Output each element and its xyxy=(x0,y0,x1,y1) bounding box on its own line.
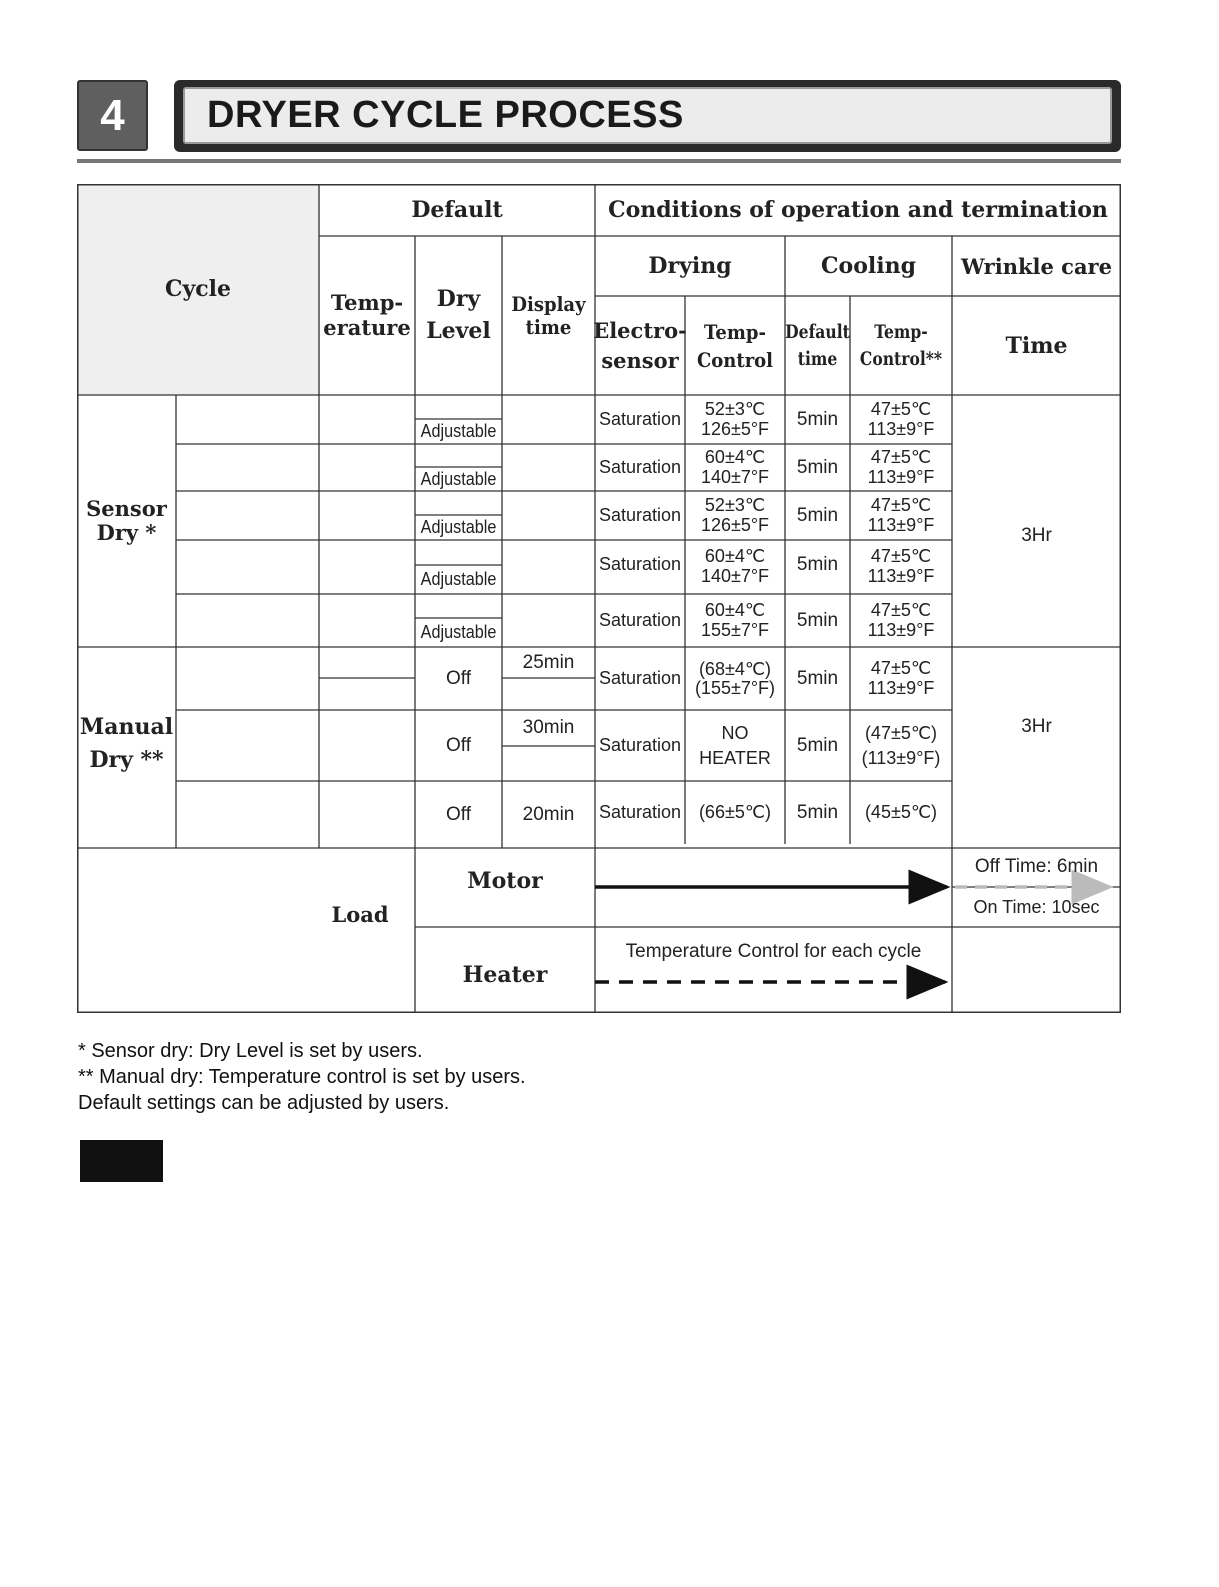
header-dry-level-line1: Dry xyxy=(436,285,481,312)
dryer-cycle-table xyxy=(77,184,1121,1013)
sensor-row-1-dry-level: Adjustable xyxy=(420,421,497,441)
title-bar xyxy=(174,80,1121,152)
manual-row-1-temp-c: (68±4℃) xyxy=(698,658,772,679)
header-dry-level xyxy=(415,236,502,395)
sensor-row-4-dry-level: Adjustable xyxy=(420,569,497,589)
sensor-row-4-temp-f: 140±7°F xyxy=(700,566,770,586)
sensor-row-1-temp-c: 52±3℃ xyxy=(704,398,766,419)
manual-row-3-cool-time: 5min xyxy=(796,801,839,823)
sensor-row-5-cool-temp-c: 47±5℃ xyxy=(870,599,932,620)
sensor-row-1-electro: Saturation xyxy=(598,409,682,429)
sensor-row-3-temp-c: 52±3℃ xyxy=(704,494,766,515)
sensor-row-5-temp-c: 60±4℃ xyxy=(704,599,766,620)
load-label: Load xyxy=(331,901,389,927)
manual-row-3-display: 20min xyxy=(522,803,575,825)
sensor-row-2-dry-level: Adjustable xyxy=(420,468,497,489)
sensor-row-1-temp-f: 126±5°F xyxy=(700,418,770,439)
manual-row-2-temp xyxy=(685,710,785,781)
sensor-row-5-cool-temp xyxy=(850,594,952,647)
sensor-wrinkle-time: 3Hr xyxy=(1021,525,1052,546)
manual-row-1-temp xyxy=(685,647,785,710)
header-display-time xyxy=(507,236,591,395)
heater-note: Temperature Control for each cycle xyxy=(625,941,922,962)
header-cycle: Cycle xyxy=(164,275,232,302)
page-title: DRYER CYCLE PROCESS xyxy=(207,94,684,136)
header-display-time-line1: Display xyxy=(511,291,586,316)
sensor-row-4-cool-temp-f: 113±9°F xyxy=(867,566,935,586)
sensor-row-3-cool-temp-c: 47±5℃ xyxy=(870,494,932,515)
sensor-row-3-temp xyxy=(685,491,785,540)
sensor-row-2-cool-temp-f: 113±9°F xyxy=(867,466,935,487)
header-temp-control-cooling xyxy=(859,296,943,395)
manual-row-2-temp-line1: NO xyxy=(721,723,749,744)
header-temp-control xyxy=(690,296,780,395)
header-electro-sensor xyxy=(595,296,685,395)
sensor-row-3-cool-time: 5min xyxy=(796,504,839,526)
sensor-row-4-temp xyxy=(685,540,785,594)
header-electro-sensor-line1: Electro- xyxy=(593,318,687,344)
sensor-row-4-cool-temp-c: 47±5℃ xyxy=(870,546,932,567)
header-default-time xyxy=(785,296,850,395)
sensor-row-5-cool-time: 5min xyxy=(796,609,839,631)
sensor-row-1-cool-temp xyxy=(850,395,952,444)
header-temp-control-cooling-line2: Control** xyxy=(859,347,943,370)
manual-wrinkle-time: 3Hr xyxy=(1021,715,1052,737)
title-underline xyxy=(77,159,1121,163)
manual-row-1-display: 25min xyxy=(522,651,575,673)
sensor-row-3-cool-temp-f: 113±9°F xyxy=(867,514,935,535)
sensor-row-3-cool-temp xyxy=(850,491,952,540)
title-panel xyxy=(183,87,1112,144)
header-temperature-line1: Temp- xyxy=(330,290,404,316)
motor-label: Motor xyxy=(467,868,543,894)
sensor-row-1-cool-temp-f: 113±9°F xyxy=(867,418,935,439)
group-sensor-dry-line2: Dry * xyxy=(96,520,157,545)
manual-row-2-cool-temp-f: (113±9°F) xyxy=(861,747,941,768)
header-dry-level-line2: Level xyxy=(426,317,491,344)
sensor-row-4-cool-time: 5min xyxy=(796,554,839,575)
footnote-sensor: * Sensor dry: Dry Level is set by users. xyxy=(78,1040,423,1062)
header-temperature xyxy=(319,236,415,395)
footnote-manual: ** Manual dry: Temperature control is set by users. xyxy=(78,1066,526,1088)
sensor-row-5-dry-level: Adjustable xyxy=(420,622,497,642)
sensor-row-2-temp-c: 60±4℃ xyxy=(704,446,766,467)
sensor-row-2-temp-f: 140±7°F xyxy=(700,466,770,487)
sensor-row-5-electro: Saturation xyxy=(598,610,682,630)
group-sensor-dry xyxy=(77,395,176,647)
footnote-defaults: Default settings can be adjusted by users. xyxy=(78,1092,450,1114)
header-default: Default xyxy=(411,197,503,223)
manual-row-1-temp-f: (155±7°F) xyxy=(694,677,776,698)
manual-row-2-display: 30min xyxy=(522,717,575,738)
manual-row-3-electro: Saturation xyxy=(598,802,682,822)
manual-row-1-cool-temp-c: 47±5℃ xyxy=(870,657,932,678)
header-temp-control-cooling-line1: Temp- xyxy=(874,320,928,343)
sensor-row-2-temp xyxy=(685,444,785,491)
header-temperature-line2: erature xyxy=(323,314,411,340)
header-temp-control-line2: Control xyxy=(696,347,774,372)
header-drying: Drying xyxy=(648,253,732,279)
sensor-row-2-cool-time: 5min xyxy=(796,456,839,478)
sensor-row-3-electro: Saturation xyxy=(598,505,682,525)
header-temp-control-line1: Temp- xyxy=(704,319,766,344)
manual-row-1-cool-time: 5min xyxy=(796,667,839,689)
header-conditions: Conditions of operation and termination xyxy=(608,197,1108,223)
sensor-row-5-cool-temp-f: 113±9°F xyxy=(867,619,935,640)
header-default-time-line1: Default xyxy=(785,320,850,343)
manual-row-1-cool-temp-f: 113±9°F xyxy=(867,677,935,698)
heater-label: Heater xyxy=(462,962,548,988)
sensor-row-3-dry-level: Adjustable xyxy=(420,517,497,537)
sensor-row-5-temp-f: 155±7°F xyxy=(700,619,770,640)
header-cooling: Cooling xyxy=(821,253,916,279)
section-number-box xyxy=(77,80,148,151)
header-default-time-line2: time xyxy=(797,347,838,370)
sensor-row-4-temp-c: 60±4℃ xyxy=(704,546,766,567)
sensor-row-2-cool-temp xyxy=(850,444,952,491)
group-manual-dry xyxy=(77,704,176,784)
manual-row-3-dry-level: Off xyxy=(446,803,471,825)
header-wrinkle-care: Wrinkle care xyxy=(961,253,1112,279)
group-manual-dry-line1: Manual xyxy=(79,714,174,740)
sensor-row-1-cool-time: 5min xyxy=(796,408,839,430)
sensor-row-4-electro: Saturation xyxy=(598,553,682,574)
manual-row-2-temp-line2: HEATER xyxy=(699,747,771,768)
manual-row-2-cool-temp-c: (47±5℃) xyxy=(864,723,938,744)
sensor-row-5-temp xyxy=(685,594,785,647)
group-manual-dry-line2: Dry ** xyxy=(89,747,164,773)
header-time: Time xyxy=(1005,332,1068,359)
manual-row-1-electro: Saturation xyxy=(598,668,682,688)
footnotes xyxy=(78,1038,526,1116)
header-display-time-line2: time xyxy=(525,314,572,339)
manual-row-2-dry-level: Off xyxy=(446,734,471,756)
motor-on-time: On Time: 10sec xyxy=(973,897,1100,917)
sensor-row-2-cool-temp-c: 47±5℃ xyxy=(870,446,932,467)
manual-row-1-cool-temp xyxy=(850,647,952,710)
manual-row-1-dry-level: Off xyxy=(446,667,471,689)
manual-row-2-cool-time: 5min xyxy=(796,734,839,756)
sensor-row-1-temp xyxy=(685,395,785,444)
sensor-row-3-temp-f: 126±5°F xyxy=(700,514,770,535)
sensor-row-1-cool-temp-c: 47±5℃ xyxy=(870,398,932,419)
header-electro-sensor-line2: sensor xyxy=(601,347,679,373)
manual-row-3-cool-temp: (45±5℃) xyxy=(864,802,938,822)
manual-row-2-electro: Saturation xyxy=(598,735,682,755)
motor-off-time: Off Time: 6min xyxy=(974,856,1099,877)
manual-row-2-cool-temp xyxy=(850,710,952,781)
sensor-row-4-cool-temp xyxy=(850,540,952,594)
section-number: 4 xyxy=(100,90,125,140)
black-tab-block xyxy=(80,1140,163,1182)
group-sensor-dry-line1: Sensor xyxy=(86,495,167,521)
manual-row-3-temp: (66±5℃) xyxy=(698,802,772,822)
sensor-row-2-electro: Saturation xyxy=(598,457,682,477)
